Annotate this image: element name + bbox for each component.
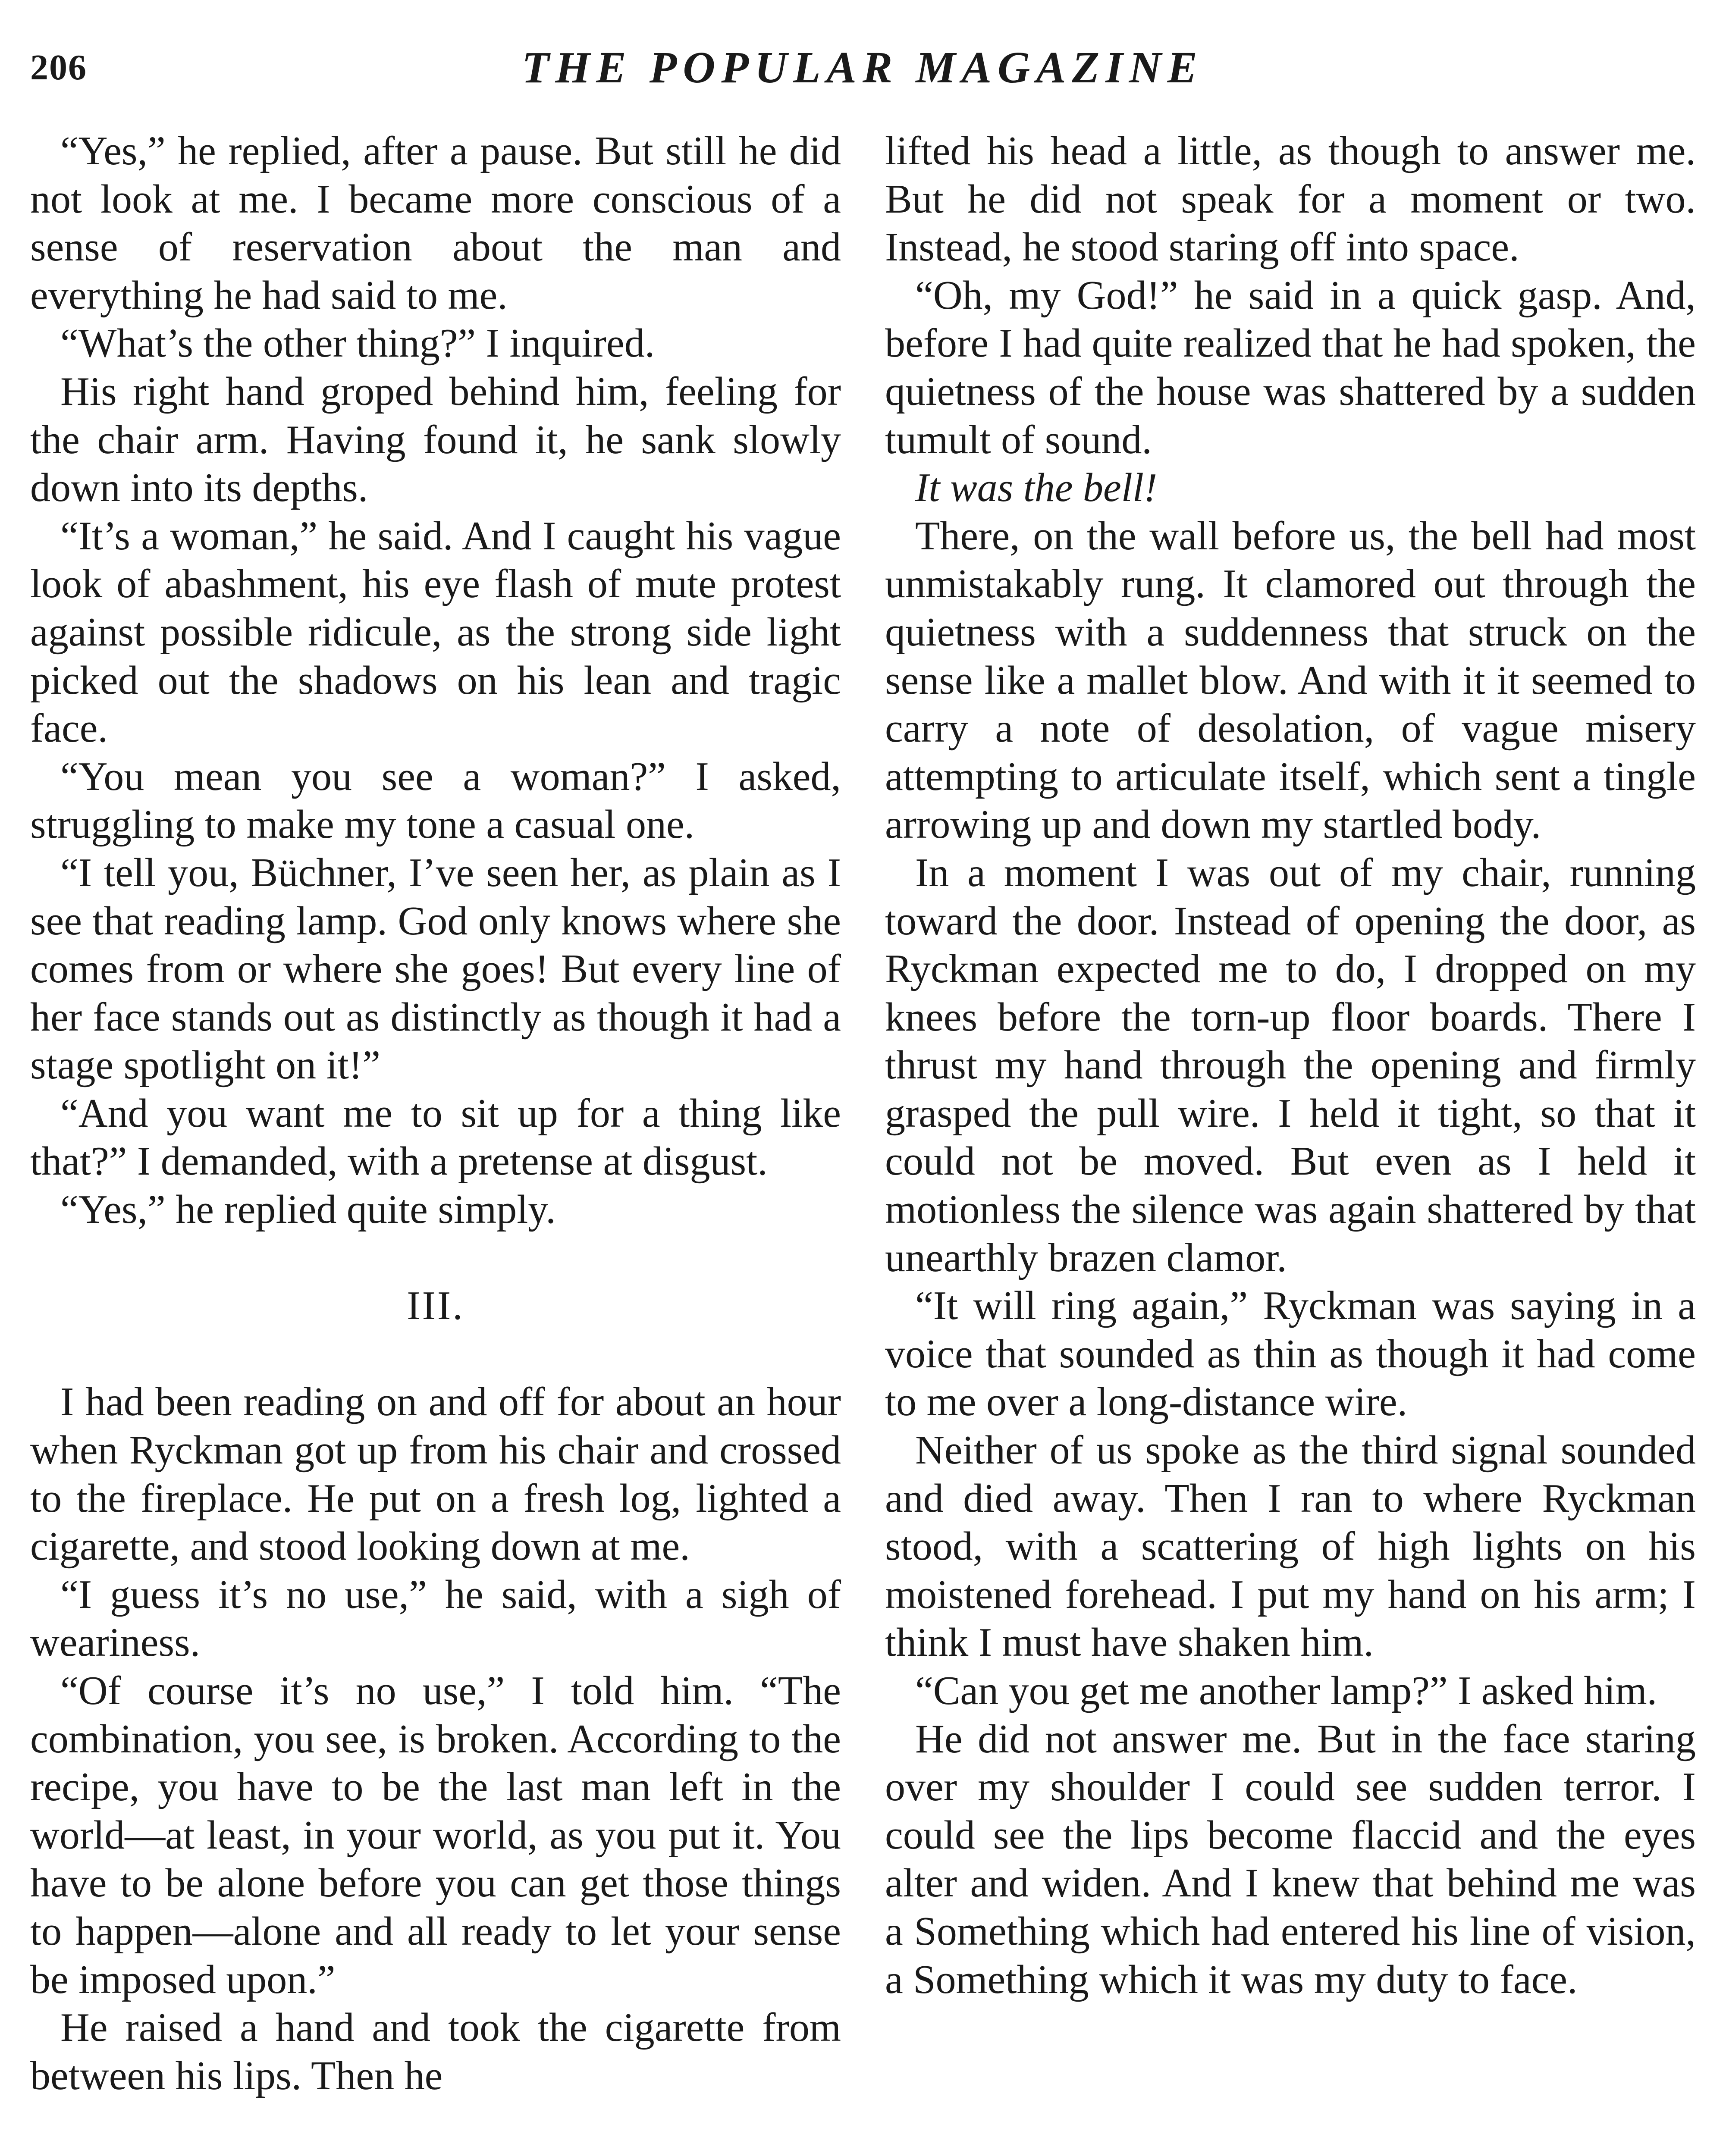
- paragraph: His right hand groped behind him, feeling for the chair arm. Having found it, he sank slowly down into its depths.: [30, 369, 841, 511]
- italic-emphasis-line: It was the bell!: [915, 465, 1158, 511]
- paragraph: Neither of us spoke as the third signal sounded and died away. Then I ran to where Ryckman stood, with a scattering of high lights on his moistened forehead. I put my hand on his arm; I think I must have shaken him.: [885, 1428, 1696, 1665]
- paragraph: In a moment I was out of my chair, running toward the door. Instead of opening the door, as Ryckman expected me to do, I dropped on my knees before the torn-up floor boards. There I thrust my hand through the opening and firmly grasped the pull wire. I held it tight, so that it could not be moved. But even as I held it motionless the silence was again shattered by that unearthly brazen clamor.: [885, 850, 1696, 1280]
- paragraph: “Oh, my God!” he said in a quick gasp. And, before I had quite realized that he had spoken, the quietness of the house was shattered by a sudden tumult of sound.: [885, 273, 1696, 462]
- paragraph: I had been reading on and off for about an hour when Ryckman got up from his chair and crossed to the fireplace. He put on a fresh log, lighted a cigarette, and stood looking down at me.: [30, 1379, 841, 1569]
- right-column: [885, 127, 1696, 2004]
- paragraph: “It’s a woman,” he said. And I caught his vague look of abashment, his eye flash of mute protest against possible ridicule, as the strong side light picked out the shadows on his lean and tragic face.: [30, 513, 841, 751]
- paragraph: “I tell you, Büchner, I’ve seen her, as plain as I see that reading lamp. God only knows where she comes from or where she goes! But every line of her face stands out as distinctly as though it had a stage spotlight on it!”: [30, 850, 841, 1088]
- paragraph: “I guess it’s no use,” he said, with a sigh of weariness.: [30, 1572, 841, 1665]
- section-heading: III.: [407, 1283, 464, 1329]
- running-head: [30, 40, 1695, 96]
- paragraph: He did not answer me. But in the face staring over my shoulder I could see sudden terror. I could see the lips become flaccid and the eyes alter and widen. And I knew that behind me was a Something which had entered his line of vision, a Something which it was my duty to face.: [885, 1716, 1696, 2002]
- paragraph: “Can you get me another lamp?” I asked him.: [915, 1668, 1657, 1713]
- paragraph: “What’s the other thing?” I inquired.: [60, 321, 655, 366]
- paragraph: “It will ring again,” Ryckman was saying in a voice that sounded as thin as though it had come to me over a long-distance wire.: [885, 1283, 1696, 1425]
- paragraph: “And you want me to sit up for a thing like that?” I demanded, with a pretense at disgust.: [30, 1091, 841, 1184]
- paragraph: “Yes,” he replied, after a pause. But still he did not look at me. I became more conscious of a sense of reservation about the man and everything he had said to me.: [30, 128, 841, 318]
- paragraph: There, on the wall before us, the bell had most unmistakably rung. It clamored out through the quietness with a suddenness that struck on the sense like a mallet blow. And with it it seemed to carry a note of desolation, of vague misery attempting to articulate itself, which sent a tingle arrowing up and down my startled body.: [885, 513, 1696, 847]
- paragraph: He raised a hand and took the cigarette from between his lips. Then he: [30, 2005, 841, 2098]
- page-number: 206: [30, 47, 87, 88]
- continued-paragraph: lifted his head a little, as though to answer me. But he did not speak for a moment or two. Instead, he stood staring off into space.: [885, 128, 1696, 270]
- left-column: [30, 127, 841, 2100]
- paragraph: “Of course it’s no use,” I told him. “The combination, you see, is broken. According to the recipe, you have to be the last man left in the world—at least, in your world, as you put it. You have to be alone before you can get those things to happen—alone and all ready to let your sense be imposed upon.”: [30, 1668, 841, 2002]
- paragraph: “You mean you see a woman?” I asked, struggling to make my tone a casual one.: [30, 754, 841, 847]
- paragraph: “Yes,” he replied quite simply.: [60, 1187, 556, 1232]
- magazine-title: THE POPULAR MAGAZINE: [521, 43, 1204, 92]
